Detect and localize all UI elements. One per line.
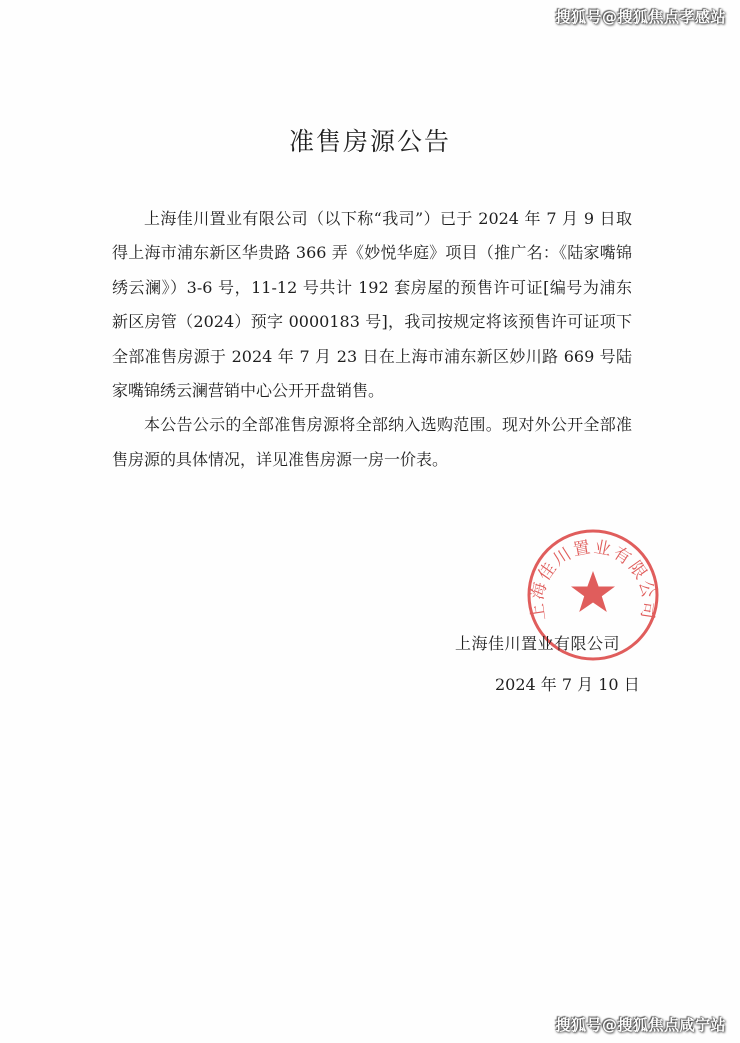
seal-star-icon bbox=[571, 571, 615, 612]
seal-text: 上海佳川置业有限公司 bbox=[527, 537, 659, 622]
document-body bbox=[112, 202, 632, 477]
paragraph-2: 本公告公示的全部准售房源将全部纳入选购范围。现对外公开全部准售房源的具体情况，详见准售房源一房一价表。 bbox=[112, 415, 632, 469]
signature-date: 2024 年 7 月 10 日 bbox=[495, 675, 640, 694]
document-title: 准售房源公告 bbox=[288, 127, 451, 156]
watermark-bottom: 搜狐号@搜狐焦点咸宁站 bbox=[555, 1016, 726, 1034]
watermark-top: 搜狐号@搜狐焦点孝感站 bbox=[555, 8, 726, 26]
paragraph-1: 上海佳川置业有限公司（以下称“我司”）已于 2024 年 7 月 9 日取得上海市浦东新区华贵路 366 弄《妙悦华庭》项目（推广名：《陆家嘴锦绣云澜》）3-6 号，11-12 号共计 192 套房屋的预售许可证[编号为浦东新区房管（2024）预字 0000183 号]，我司按规定将该预售许可证项下全部准售房源于 2024 年 7 月 23 日在上海市浦东新区妙川路 669 号陆家嘴锦绣云澜营销中心公开开盘销售。 bbox=[112, 209, 632, 401]
svg-text:上海佳川置业有限公司 bbox=[527, 537, 658, 621]
signature-company: 上海佳川置业有限公司 bbox=[455, 634, 621, 653]
